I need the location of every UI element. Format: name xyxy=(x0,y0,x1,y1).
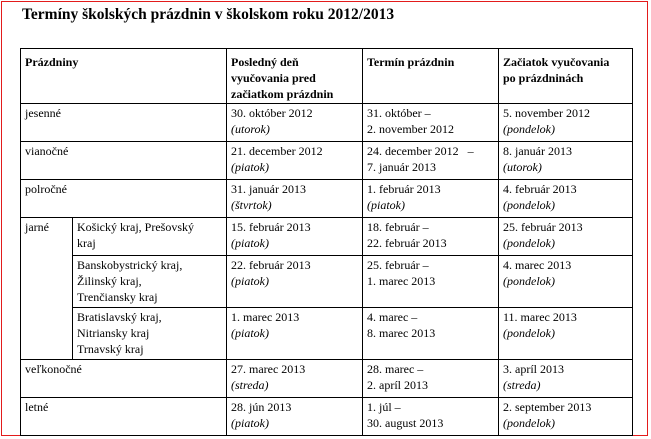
start-date: 4. február 2013 xyxy=(503,182,577,196)
last-day-date: 21. december 2012 xyxy=(231,144,323,158)
start-weekday: (pondelok) xyxy=(503,122,555,136)
start-date: 3. apríl 2013 xyxy=(503,362,564,376)
term-cell xyxy=(363,218,499,256)
last-day-cell xyxy=(227,360,363,398)
region-line: kraj xyxy=(77,236,96,250)
table-row-autumn xyxy=(21,104,633,142)
start-weekday: (pondelok) xyxy=(503,326,555,340)
last-day-cell xyxy=(227,256,363,308)
last-day-cell xyxy=(227,218,363,256)
table-header-row xyxy=(21,49,633,104)
start-cell xyxy=(499,218,633,256)
table-row-easter xyxy=(21,360,633,398)
start-weekday: (utorok) xyxy=(503,160,542,174)
last-day-weekday: (štvrtok) xyxy=(231,198,272,212)
region-line: Nitriansky kraj xyxy=(77,326,150,340)
start-date: 5. november 2012 xyxy=(503,106,590,120)
start-cell xyxy=(499,256,633,308)
header-start-line: Začiatok vyučovania xyxy=(503,55,610,69)
holiday-name: letné xyxy=(21,398,227,436)
term-to: 8. marec 2013 xyxy=(367,326,436,340)
start-date: 4. marec 2013 xyxy=(503,258,572,272)
last-day-date: 27. marec 2013 xyxy=(231,362,306,376)
term-to: 2. november 2012 xyxy=(367,122,454,136)
region-line: Žilinský kraj, xyxy=(77,274,142,288)
start-date: 8. január 2013 xyxy=(503,144,572,158)
term-cell xyxy=(363,256,499,308)
term-to: 7. január 2013 xyxy=(367,160,436,174)
term-to: 1. marec 2013 xyxy=(367,274,436,288)
region-line: Bratislavský kraj, xyxy=(77,310,162,324)
start-cell xyxy=(499,104,633,142)
start-cell xyxy=(499,180,633,218)
term-from: 18. február – xyxy=(367,220,429,234)
table-row-spring-3 xyxy=(21,308,633,360)
term-from: 4. marec – xyxy=(367,310,418,324)
term-from: 31. október – xyxy=(367,106,431,120)
last-day-date: 22. február 2013 xyxy=(231,258,311,272)
header-holiday: Prázdniny xyxy=(21,49,227,104)
start-cell xyxy=(499,398,633,436)
table-row-spring-2 xyxy=(21,256,633,308)
term-from: 24. december 2012 – xyxy=(367,144,474,158)
region-line: Banskobystrický kraj, xyxy=(77,258,183,272)
term-cell xyxy=(363,180,499,218)
header-start-line: po prázdninách xyxy=(503,71,584,85)
term-to: 2. apríl 2013 xyxy=(367,378,428,392)
term-weekday: (piatok) xyxy=(367,198,405,212)
last-day-cell xyxy=(227,142,363,180)
start-cell xyxy=(499,360,633,398)
table-row-summer xyxy=(21,398,633,436)
header-term: Termín prázdnin xyxy=(363,49,499,104)
term-to: 30. august 2013 xyxy=(367,416,444,430)
holiday-name: veľkonočné xyxy=(21,360,227,398)
term-from: 1. júl – xyxy=(367,400,401,414)
term-cell xyxy=(363,360,499,398)
last-day-date: 31. január 2013 xyxy=(231,182,306,196)
last-day-weekday: (piatok) xyxy=(231,274,269,288)
start-weekday: (pondelok) xyxy=(503,416,555,430)
last-day-weekday: (streda) xyxy=(231,378,269,392)
region-line: Trenčiansky kraj xyxy=(77,290,158,304)
table-row-halfyear xyxy=(21,180,633,218)
last-day-weekday: (piatok) xyxy=(231,236,269,250)
start-date: 25. február 2013 xyxy=(503,220,583,234)
start-weekday: (pondelok) xyxy=(503,274,555,288)
last-day-date: 30. október 2012 xyxy=(231,106,313,120)
start-date: 11. marec 2013 xyxy=(503,310,577,324)
header-last-day-line: vyučovania pred xyxy=(231,71,316,85)
header-last-day-line: Posledný deň xyxy=(231,55,299,69)
holiday-name: jarné xyxy=(21,218,73,360)
last-day-date: 15. február 2013 xyxy=(231,220,311,234)
header-last-day-line: začiatkom prázdnin xyxy=(231,87,334,101)
table-row-christmas xyxy=(21,142,633,180)
last-day-date: 1. marec 2013 xyxy=(231,310,300,324)
table-row-spring-1 xyxy=(21,218,633,256)
document-title: Termíny školských prázdnin v školskom roku 2012/2013 xyxy=(22,6,395,23)
header-start xyxy=(499,49,633,104)
term-from: 1. február 2013 xyxy=(367,182,441,196)
region-line: Košický kraj, Prešovský xyxy=(77,220,194,234)
start-cell xyxy=(499,308,633,360)
region-cell xyxy=(73,308,227,360)
header-last-day xyxy=(227,49,363,104)
term-from: 25. február – xyxy=(367,258,429,272)
start-weekday: (pondelok) xyxy=(503,236,555,250)
start-weekday: (pondelok) xyxy=(503,198,555,212)
last-day-cell xyxy=(227,104,363,142)
term-from: 28. marec – xyxy=(367,362,424,376)
last-day-weekday: (utorok) xyxy=(231,122,270,136)
last-day-weekday: (piatok) xyxy=(231,160,269,174)
term-cell xyxy=(363,142,499,180)
term-cell xyxy=(363,398,499,436)
term-cell xyxy=(363,104,499,142)
holiday-name: jesenné xyxy=(21,104,227,142)
start-cell xyxy=(499,142,633,180)
holiday-name: vianočné xyxy=(21,142,227,180)
term-to: 22. február 2013 xyxy=(367,236,447,250)
holiday-table xyxy=(20,48,633,436)
last-day-weekday: (piatok) xyxy=(231,416,269,430)
holiday-name: polročné xyxy=(21,180,227,218)
last-day-cell xyxy=(227,308,363,360)
start-date: 2. september 2013 xyxy=(503,400,592,414)
region-line: Trnavský kraj xyxy=(77,342,144,356)
last-day-date: 28. jún 2013 xyxy=(231,400,292,414)
region-cell xyxy=(73,256,227,308)
last-day-cell xyxy=(227,180,363,218)
start-weekday: (streda) xyxy=(503,378,541,392)
region-cell xyxy=(73,218,227,256)
last-day-cell xyxy=(227,398,363,436)
term-cell xyxy=(363,308,499,360)
last-day-weekday: (piatok) xyxy=(231,326,269,340)
